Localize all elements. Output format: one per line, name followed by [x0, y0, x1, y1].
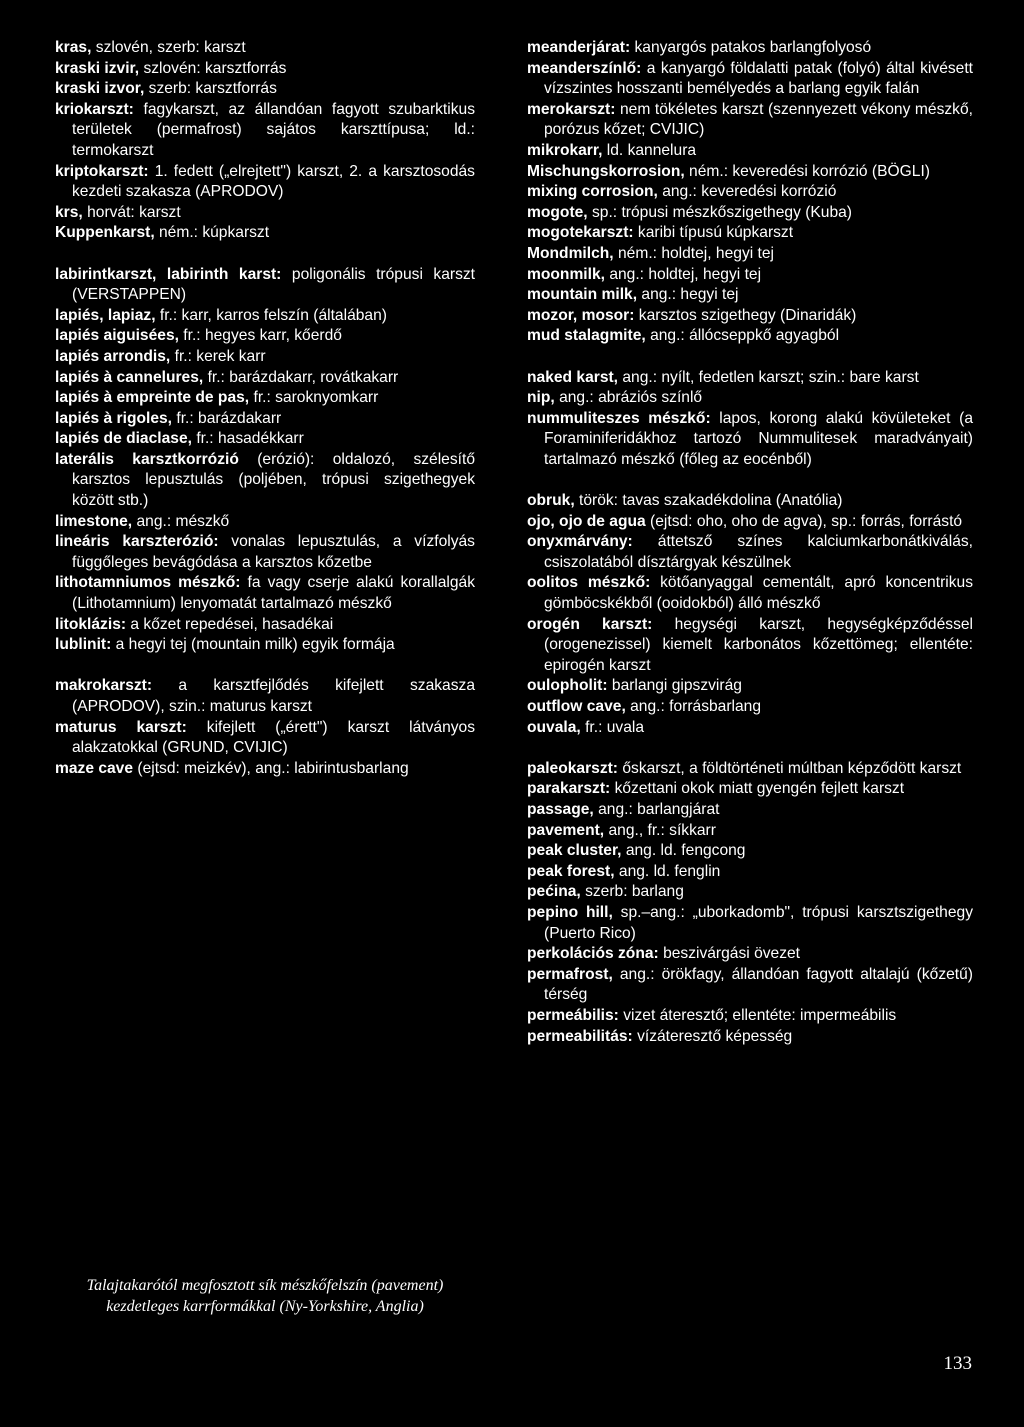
glossary-entry — [527, 882, 973, 903]
entry-definition: (ejtsd: oho, oho de agva), sp.: forrás, forrástó — [650, 512, 963, 530]
entry-term: pećina, — [527, 883, 581, 901]
entry-term: mikrokarr, — [527, 141, 603, 159]
glossary-entry — [55, 347, 475, 368]
entry-term: Kuppenkarst, — [55, 224, 155, 242]
entry-term: perkolációs zóna: — [527, 945, 659, 963]
entry-definition: poligonális trópusi karszt (VERSTAPPEN) — [72, 265, 475, 304]
entry-definition: kifejlett („érett") karszt látványos alakzatokkal (GRUND, CVIJIC) — [72, 718, 476, 757]
entry-term: pavement, — [527, 821, 605, 839]
glossary-entry — [55, 38, 475, 59]
left-column — [55, 38, 475, 779]
entry-term: lapiés de diaclase, — [55, 430, 192, 448]
entry-definition: ném.: kúpkarszt — [159, 224, 270, 242]
section-gap — [55, 656, 475, 677]
entry-term: lapiés à rigoles, — [55, 409, 173, 427]
entry-definition: szerb: karsztforrás — [148, 80, 277, 98]
entry-term: mountain milk, — [527, 286, 638, 304]
entry-definition: vizet áteresztő; ellentéte: impermeábilis — [623, 1006, 897, 1024]
entry-term: mozor, mosor: — [527, 306, 635, 324]
entry-term: Mischungskorrosion, — [527, 162, 685, 180]
entry-definition: sp.–ang.: „uborkadomb", trópusi karsztszigethegy (Puerto Rico) — [544, 903, 973, 942]
glossary-entry — [527, 326, 973, 347]
entry-term: ouvala, — [527, 718, 581, 736]
entry-term: parakarszt: — [527, 780, 611, 798]
entry-definition: nem tökéletes karszt (szennyezett vékony mészkő, porózus kőzet; CVIJIC) — [544, 100, 973, 139]
entry-definition: ang.: hegyi tej — [641, 286, 739, 304]
entry-definition: kanyargós patakos barlangfolyosó — [634, 39, 872, 56]
entry-term: meanderjárat: — [527, 39, 631, 56]
glossary-entry — [527, 244, 973, 265]
entry-term: lithotamniumos mészkő: — [55, 574, 241, 592]
entry-term: kraski izvir, — [55, 59, 140, 77]
glossary-entry — [527, 573, 973, 614]
glossary-entry — [527, 718, 973, 739]
entry-definition: barlangi gipszvirág — [611, 677, 742, 695]
entry-definition: áttetsző színes kalciumkarbonátkiválás, csiszolatából dísztárgyak készülnek — [544, 533, 973, 571]
section-gap — [527, 347, 973, 368]
glossary-entry — [55, 532, 475, 573]
entry-definition: beszivárgási övezet — [663, 945, 801, 963]
entry-term: mogote, — [527, 203, 588, 221]
entry-term: kraski izvor, — [55, 80, 145, 98]
entry-term: lapiés arrondis, — [55, 347, 171, 365]
entry-term: maze cave — [55, 759, 134, 777]
glossary-entry — [527, 1006, 973, 1027]
entry-term: oolitos mészkő: — [527, 574, 651, 592]
glossary-entry — [527, 841, 973, 862]
entry-term: naked karst, — [527, 368, 619, 386]
glossary-entry — [55, 759, 475, 780]
entry-term: lublinit: — [55, 636, 112, 654]
entry-definition: a kőzet repedései, hasadékai — [130, 615, 334, 633]
glossary-entry — [527, 285, 973, 306]
right-column — [527, 38, 973, 1047]
entry-definition: fr.: hasadékkarr — [196, 430, 304, 448]
entry-term: maturus karszt: — [55, 718, 187, 736]
glossary-entry — [55, 615, 475, 636]
entry-term: krs, — [55, 203, 83, 221]
entry-term: outflow cave, — [527, 698, 626, 715]
glossary-entry — [55, 409, 475, 430]
entry-definition: ang.: keveredési korrózió — [662, 183, 837, 201]
entry-term: passage, — [527, 800, 594, 818]
entry-term: litoklázis: — [55, 615, 127, 633]
glossary-entry — [527, 368, 973, 389]
entry-term: lineáris karszterózió: — [55, 533, 219, 551]
entry-definition: őskarszt, a földtörténeti múltban képződött karszt — [622, 759, 962, 777]
glossary-entry — [527, 223, 973, 244]
glossary-entry — [527, 491, 973, 512]
entry-term: onyxmárvány: — [527, 533, 633, 551]
entry-definition: szlovén, szerb: karszt — [95, 39, 246, 56]
entry-definition: ang.: örökfagy, állandóan fagyott altalajú (kőzetű) térség — [544, 965, 973, 1004]
glossary-entry — [527, 182, 973, 203]
entry-definition: horvát: karszt — [87, 203, 181, 221]
glossary-entry — [55, 59, 475, 80]
entry-definition: ang. ld. fengcong — [625, 842, 746, 860]
entry-term: merokarszt: — [527, 100, 616, 118]
entry-term: obruk, — [527, 492, 575, 510]
entry-term: mixing corrosion, — [527, 183, 658, 201]
glossary-entry — [55, 265, 475, 306]
entry-term: moonmilk, — [527, 265, 605, 283]
glossary-entry — [527, 306, 973, 327]
entry-term: nummuliteszes mészkő: — [527, 409, 711, 427]
glossary-entry — [55, 450, 475, 512]
entry-term: meanderszínlő: — [527, 59, 642, 77]
entry-definition: ang., fr.: síkkarr — [608, 821, 716, 839]
glossary-entry — [55, 512, 475, 533]
glossary-entry — [527, 862, 973, 883]
entry-term: peak cluster, — [527, 842, 622, 860]
entry-definition: (erózió): oldalozó, szélesítő karsztos lepusztulás (poljében, trópusi szigethegyek között stb.) — [72, 450, 475, 510]
glossary-entry — [55, 223, 475, 244]
entry-definition: fr.: kerek karr — [174, 347, 266, 365]
glossary-entry — [527, 532, 973, 573]
entry-term: nip, — [527, 389, 555, 407]
entry-definition: a hegyi tej (mountain milk) egyik formája — [115, 636, 395, 654]
entry-term: laterális karsztkorrózió — [55, 450, 239, 468]
entry-definition: karsztos szigethegy (Dinaridák) — [638, 306, 857, 324]
entry-term: lapiés à empreinte de pas, — [55, 389, 250, 407]
entry-definition: (ejtsd: meizkév), ang.: labirintusbarlang — [137, 759, 409, 777]
glossary-entry — [527, 512, 973, 533]
glossary-entry — [527, 100, 973, 141]
glossary-entry — [527, 203, 973, 224]
entry-definition: fr.: karr, karros felszín (általában) — [159, 306, 387, 324]
entry-definition: fr.: uvala — [585, 718, 645, 736]
glossary-entry — [527, 162, 973, 183]
glossary-entry — [55, 718, 475, 759]
entry-definition: fr.: barázdakarr, rovátkakarr — [207, 368, 399, 386]
glossary-entry — [527, 965, 973, 1006]
entry-definition: ang.: nyílt, fedetlen karszt; szin.: bare karst — [622, 368, 919, 386]
entry-definition: ang.: abráziós színlő — [559, 389, 703, 407]
entry-term: mogotekarszt: — [527, 224, 634, 242]
glossary-entry — [55, 100, 475, 162]
glossary-entry — [527, 409, 973, 471]
entry-term: lapiés à cannelures, — [55, 368, 204, 386]
glossary-entry — [527, 779, 973, 800]
glossary-entry — [527, 59, 973, 100]
entry-definition: fr.: saroknyomkarr — [253, 389, 379, 407]
caption-line: kezdetleges karrformákkal (Ny-Yorkshire, Anglia) — [106, 1298, 424, 1315]
entry-definition: ang.: forrásbarlang — [630, 698, 762, 715]
glossary-entry — [527, 38, 973, 59]
entry-term: permafrost, — [527, 965, 613, 983]
entry-definition: ang.: állócseppkő agyagból — [650, 327, 840, 345]
entry-term: oulopholit: — [527, 677, 608, 695]
entry-term: ojo, ojo de agua — [527, 512, 646, 530]
entry-term: kriokarszt: — [55, 100, 134, 118]
entry-term: makrokarszt: — [55, 677, 153, 695]
section-gap — [527, 470, 973, 491]
glossary-entry — [55, 635, 475, 656]
entry-term: peak forest, — [527, 862, 615, 880]
glossary-entry — [55, 368, 475, 389]
caption-line: Talajtakarótól megfosztott sík mészkőfelszín (pavement) — [86, 1277, 444, 1294]
glossary-entry — [55, 306, 475, 327]
glossary-entry — [55, 326, 475, 347]
section-gap — [527, 738, 973, 759]
entry-definition: szerb: barlang — [585, 883, 684, 901]
glossary-entry — [527, 903, 973, 944]
glossary-entry — [55, 429, 475, 450]
glossary-entry — [55, 79, 475, 100]
entry-definition: ang.: holdtej, hegyi tej — [609, 265, 762, 283]
entry-term: lapiés, lapiaz, — [55, 306, 156, 324]
entry-definition: fagykarszt, az állandóan fagyott szubarktikus területek (permafrost) sajátos karszttípusa; ld.: termokarszt — [72, 100, 475, 159]
entry-definition: török: tavas szakadékdolina (Anatólia) — [579, 492, 843, 510]
entry-definition: ld. kannelura — [606, 141, 697, 159]
entry-definition: vonalas lepusztulás, a vízfolyás függőleges bevágódása a karsztos kőzetbe — [72, 533, 475, 571]
page-number: 133 — [943, 1353, 972, 1374]
entry-definition: kőzettani okok miatt gyengén fejlett karszt — [614, 780, 905, 798]
entry-definition: 1. fedett („elrejtett") karszt, 2. a karsztosodás kezdeti szakasza (APRODOV) — [72, 162, 475, 201]
glossary-entry — [55, 162, 475, 203]
entry-definition: ném.: holdtej, hegyi tej — [617, 244, 775, 262]
entry-definition: ném.: keveredési korrózió (BÖGLI) — [689, 162, 930, 180]
entry-term: Mondmilch, — [527, 244, 614, 262]
glossary-entry — [55, 203, 475, 224]
entry-term: labirintkarszt, labirinth karst: — [55, 265, 282, 283]
entry-term: permeábilis: — [527, 1006, 619, 1024]
glossary-entry — [527, 615, 973, 677]
entry-definition: hegységi karszt, hegységképződéssel (orogenezissel) kiemelt karbonátos kőzettömeg; ellentéte: epirogén karszt — [544, 615, 974, 674]
glossary-entry — [527, 944, 973, 965]
entry-definition: vízáteresztő képesség — [637, 1027, 793, 1045]
entry-term: lapiés aiguisées, — [55, 327, 179, 345]
section-gap — [55, 244, 475, 265]
entry-definition: ang.: mészkő — [136, 512, 230, 530]
entry-term: orogén karszt: — [527, 615, 653, 633]
entry-definition: fa vagy cserje alakú korallalgák (Lithotamnium) lenyomatát tartalmazó mészkő — [72, 574, 475, 613]
entry-definition: ang.: barlangjárat — [598, 800, 720, 818]
entry-term: paleokarszt: — [527, 759, 618, 777]
entry-definition: lapos, korong alakú kövületeket (a Foraminiferidákhoz tartozó Nummulitesek maradványait) tartalmazó mészkő (főleg az eocénből) — [544, 409, 973, 468]
entry-term: kras, — [55, 39, 92, 56]
glossary-entry — [527, 821, 973, 842]
glossary-entry — [527, 676, 973, 697]
entry-term: pepino hill, — [527, 903, 613, 921]
entry-term: permeabilitás: — [527, 1027, 633, 1045]
entry-definition: fr.: hegyes karr, kőerdő — [183, 327, 342, 345]
entry-definition: sp.: trópusi mészkőszigethegy (Kuba) — [591, 203, 852, 221]
glossary-entry — [527, 800, 973, 821]
entry-definition: szlovén: karsztforrás — [143, 59, 287, 77]
entry-definition: kötőanyaggal cementált, apró koncentrikus gömböcskékből (ooidokból) álló mészkő — [544, 574, 973, 613]
glossary-entry — [527, 141, 973, 162]
entry-term: mud stalagmite, — [527, 327, 646, 345]
entry-term: limestone, — [55, 512, 133, 530]
entry-definition: a kanyargó földalatti patak (folyó) által kivésett vízszintes hosszanti bemélyedés a barlang egyik falán — [544, 59, 973, 98]
glossary-entry — [55, 676, 475, 717]
entry-definition: fr.: barázdakarr — [176, 409, 282, 427]
photo-caption — [55, 1275, 475, 1317]
entry-term: kriptokarszt: — [55, 162, 149, 180]
glossary-entry — [527, 759, 973, 780]
entry-definition: karibi típusú kúpkarszt — [637, 224, 794, 242]
entry-definition: ang. ld. fenglin — [618, 862, 721, 880]
glossary-entry — [55, 573, 475, 614]
glossary-entry — [527, 388, 973, 409]
glossary-entry — [527, 265, 973, 286]
glossary-entry — [55, 388, 475, 409]
entry-definition: a karsztfejlődés kifejlett szakasza (APRODOV), szin.: maturus karszt — [72, 677, 475, 715]
glossary-entry — [527, 1027, 973, 1048]
glossary-entry — [527, 697, 973, 718]
